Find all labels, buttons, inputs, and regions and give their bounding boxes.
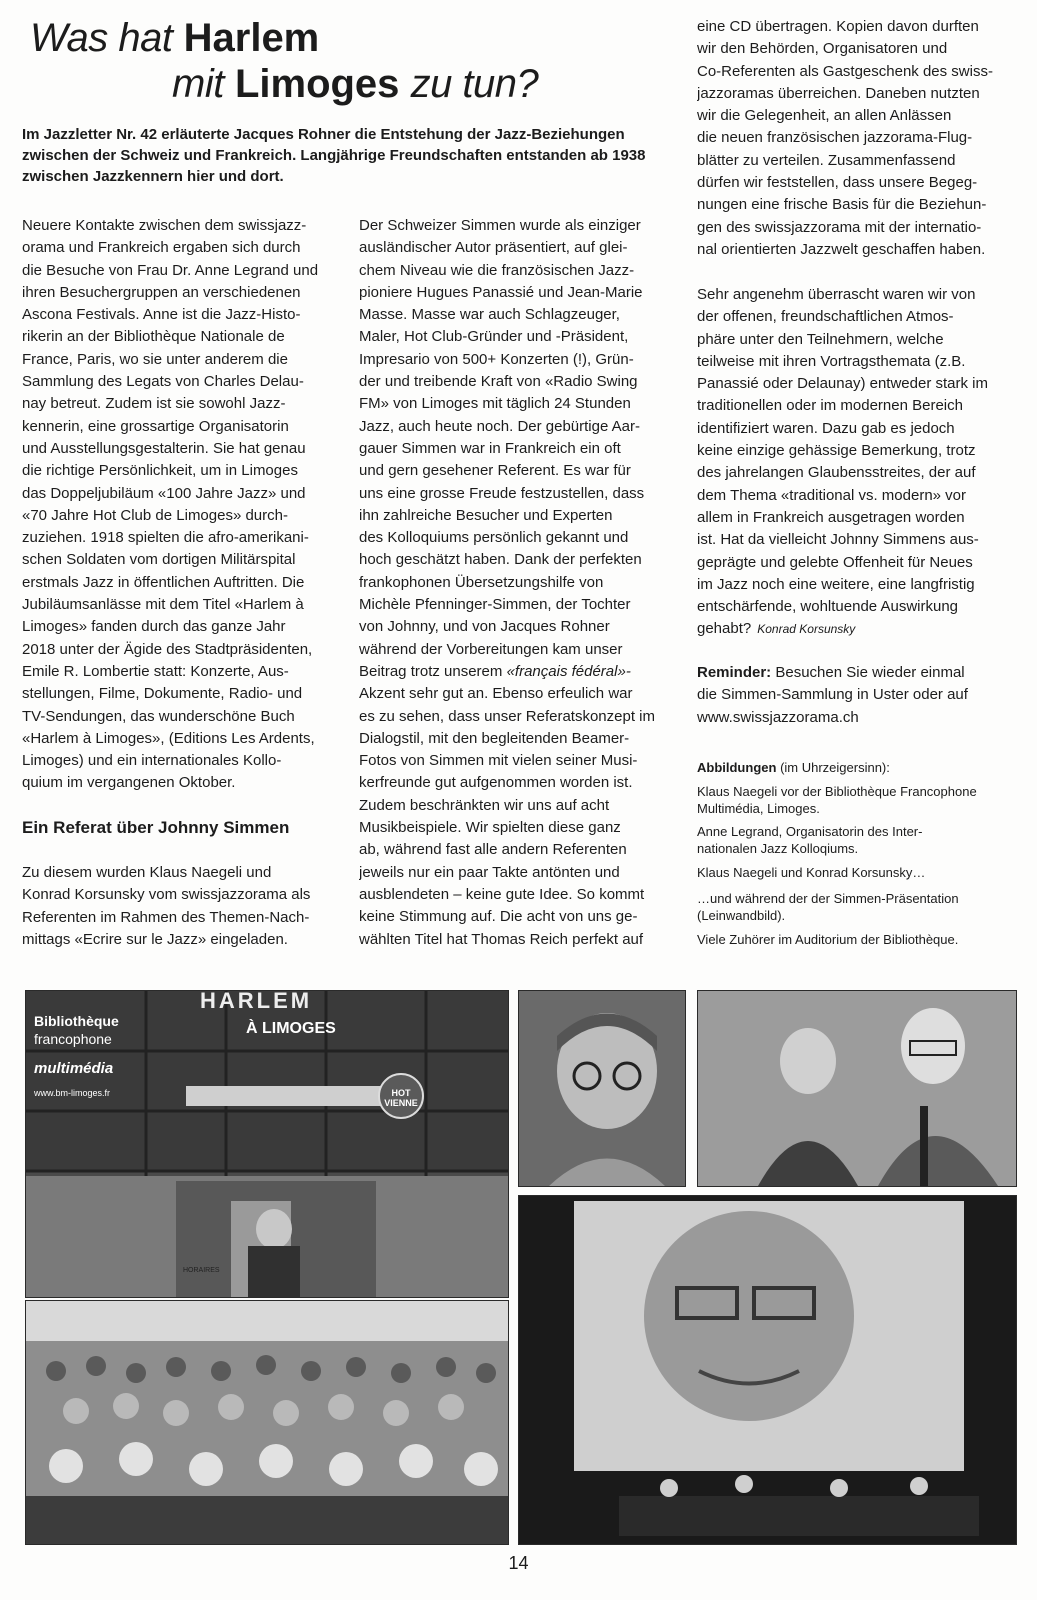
text-line: ausblendeten – keine gute Idee. So kommt (359, 885, 645, 903)
text-line: geprägte und gelebte Offenheit für Neues (697, 553, 973, 571)
reminder-label: Reminder: (697, 664, 772, 681)
text-fragment: Beitrag trotz unserem (359, 662, 503, 680)
text-line: ab, während fast alle andern Referenten (359, 841, 627, 859)
captions-label: Abbildungen (697, 760, 777, 775)
reminder-text: Besuchen Sie wieder einmal (775, 664, 965, 681)
text-line: eine CD übertragen. Kopien davon durften (697, 18, 979, 35)
title-bold-1: Harlem (183, 16, 320, 60)
captions-heading (697, 758, 890, 777)
text-line: frankophonen Übersetzungshilfe von (359, 573, 604, 591)
text-line: ist. Hat da vielleicht Johnny Simmens aus- (697, 531, 979, 549)
text-line: mittags «Ecrire sur le Jazz» eingeladen. (22, 930, 288, 948)
text-line: jazzoramas überreichen. Daneben nutzten (697, 84, 980, 102)
photo-graphic (519, 991, 685, 1186)
photo-anne-legrand (518, 990, 686, 1187)
column-3 (697, 16, 1015, 261)
caption-2 (697, 823, 922, 857)
text-line: kerfreunde gut aufgenommen worden ist. (359, 774, 633, 792)
title-bold-2: Limoges (234, 62, 400, 106)
text-line: kennerin, eine grossartige Organisatorin (22, 417, 289, 435)
text-line: die neuen französischen jazzorama-Flug- (697, 129, 973, 147)
text-line: die Besuche von Frau Dr. Anne Legrand und (22, 261, 319, 279)
text-line: phäre unter den Teilnehmern, welche (697, 330, 944, 348)
caption-line: Anne Legrand, Organisatorin des Inter- (697, 824, 923, 839)
text-line: dem Thema «traditional vs. modern» vor (697, 486, 967, 504)
caption-1 (697, 783, 977, 817)
text-line: wir den Behörden, Organisatoren und (697, 40, 948, 58)
text-line: France, Paris, wo sie unter anderem die (22, 350, 288, 368)
text-line (359, 661, 679, 683)
text-line: Dialogstil, mit den begleitenden Beamer- (359, 729, 630, 747)
photo-naegeli-korsunsky (697, 990, 1017, 1187)
text-line: Masse. Masse war auch Schlagzeuger, (359, 306, 620, 324)
text-line: des Kolloquiums persönlich gekannt und (359, 529, 629, 547)
text-line: wählten Titel hat Thomas Reich perfekt auf (359, 930, 644, 948)
banner-top: HARLEM (200, 988, 313, 1013)
text-line: Sehr angenehm überrascht waren wir von (697, 286, 976, 303)
text-line: während der Vorbereitungen kam unser (359, 640, 623, 658)
text-line: Jazz, auch heute noch. Der gebürtige Aar- (359, 417, 641, 435)
text-line: identifiziert waren. Dazu gab es jedoch (697, 419, 955, 437)
text-line: nay betreut. Zudem ist sie sowohl Jazz- (22, 395, 286, 413)
photo-simmen-presentation (518, 1195, 1017, 1545)
caption-line: Klaus Naegeli und Konrad Korsunsky… (697, 865, 926, 880)
text-line (697, 618, 988, 640)
text-line: es zu sehen, dass unser Referatskonzept im (359, 707, 655, 725)
text-line: ihn zahlreiche Besucher und Experten (359, 506, 613, 524)
text-line: quium im vergangenen Oktober. (22, 774, 236, 792)
caption-line: Viele Zuhörer im Auditorium der Bibliothèque. (697, 932, 959, 947)
text-line: orama und Frankreich ergaben sich durch (22, 239, 301, 257)
text-line: Jubiläumsanlässe mit dem Titel «Harlem à (22, 596, 304, 614)
text-line: Zu diesem wurden Klaus Naegeli und (22, 864, 272, 881)
text-line: und Ausstellungsgestalterin. Sie hat genau (22, 439, 306, 457)
text-line (697, 662, 968, 684)
hot-vienne-logo: HOT VIENNE (384, 1088, 418, 1108)
text-line: der offenen, freundschaftlichen Atmos- (697, 308, 954, 326)
text-line: Michèle Pfenninger-Simmen, der Tochter (359, 596, 631, 614)
text-line: Referenten im Rahmen des Themen-Nach- (22, 908, 310, 926)
caption-5 (697, 931, 958, 948)
text-line: die Simmen-Sammlung in Uster oder auf (697, 686, 968, 704)
column-1-part-2 (22, 862, 310, 951)
captions-note: (im Uhrzeigersinn): (780, 760, 890, 775)
text-line: Limoges) und ein internationales Kollo- (22, 752, 282, 770)
text-line: von Johnny, und von Jacques Rohner (359, 618, 610, 636)
text-line: ausländischer Autor präsentiert, auf glei- (359, 239, 628, 257)
title-light-2: mit (172, 62, 224, 106)
text-fragment: gehabt? (697, 620, 752, 638)
text-line: nal orientierten Jazzwelt geschaffen haben. (697, 240, 986, 258)
text-line: Emile R. Lombertie statt: Konzerte, Aus- (22, 662, 289, 680)
author-signature: Konrad Korsunsky (757, 622, 856, 637)
text-line: gen des swissjazzorama mit der internatio- (697, 218, 982, 236)
text-line: Sammlung des Legats von Charles Delau- (22, 373, 304, 391)
col1-paragraph (22, 215, 342, 795)
sign-url: www.bm-limoges.fr (34, 1088, 111, 1098)
text-line: pioniere Hugues Panassié und Jean-Marie (359, 283, 643, 301)
text-line: Ascona Festivals. Anne ist die Jazz-Histo- (22, 306, 301, 324)
photo-auditorium-audience (25, 1300, 509, 1545)
text-line: des jahrelangen Glaubensstreites, der auf (697, 464, 976, 482)
text-line: Co-Referenten als Gastgeschenk des swiss- (697, 62, 993, 80)
caption-line: …und während der der Simmen-Präsentation (697, 891, 959, 906)
caption-3 (697, 864, 925, 881)
text-line: «Harlem à Limoges», (Editions Les Ardents, (22, 729, 315, 747)
text-line: der und treibende Kraft von «Radio Swing (359, 373, 638, 391)
text-line: ihren Besuchergruppen an verschiedenen (22, 283, 301, 301)
column-3-part-2 (697, 284, 988, 641)
text-line: rikerin an der Bibliothèque Nationale de (22, 328, 285, 346)
caption-line: nationalen Jazz Kolloqiums. (697, 841, 859, 856)
text-line: chem Niveau wie die französischen Jazz- (359, 261, 635, 279)
text-line: blätter zu verteilen. Zusammenfassend (697, 151, 956, 169)
text-line: Akzent sehr gut an. Ebenso erfeulich war (359, 685, 633, 703)
reminder-link[interactable]: www.swissjazzorama.ch (697, 708, 859, 726)
text-line: «70 Jahre Hot Club de Limoges» durch- (22, 506, 288, 524)
sign-line-2: francophone (34, 1031, 112, 1047)
text-line: die richtige Persönlichkeit, um in Limoges (22, 462, 298, 480)
text-line: schen Soldaten vom dortigen Militärspital (22, 551, 296, 569)
photo-graphic (26, 1301, 508, 1544)
text-line: keine Stimmung auf. Die acht von uns ge- (359, 908, 638, 926)
text-line: uns eine grosse Freude festzustellen, dass (359, 484, 645, 502)
text-line: teilweise mit ihren Vortragsthemata (z.B. (697, 352, 966, 370)
text-line: entschärfende, wohltuende Auswirkung (697, 598, 959, 616)
text-line: das Doppeljubiläum «100 Jahre Jazz» und (22, 484, 306, 502)
caption-line: (Leinwandbild). (697, 908, 786, 923)
text-line: nungen eine frische Basis für die Beziehun- (697, 196, 987, 214)
banner-text: À LIMOGES (246, 1020, 336, 1037)
text-line: Fotos von Simmen mit vielen seiner Musi- (359, 752, 638, 770)
text-line: Limoges» fanden durch das ganze Jahr (22, 618, 286, 636)
caption-line: Multimédia, Limoges. (697, 801, 820, 816)
text-line: Maler, Hot Club-Gründer und -Präsident, (359, 328, 629, 346)
text-line: 2018 unter der Ägide des Stadtpräsidenten, (22, 640, 313, 658)
text-line: hoch geschätzt haben. Dank der perfekten (359, 551, 642, 569)
text-line: Konrad Korsunsky vom swissjazzorama als (22, 886, 311, 904)
text-line: traditionellen oder im modernen Bereich (697, 397, 963, 415)
title-tail: zu tun? (410, 62, 539, 106)
text-line: stellungen, Filme, Dokumente, Radio- und (22, 685, 303, 703)
sign-line-1: Bibliothèque (34, 1013, 119, 1029)
photo-graphic (698, 991, 1016, 1186)
subheading: Ein Referat über Johnny Simmen (22, 818, 290, 837)
text-line: FM» von Limoges mit täglich 24 Stunden (359, 395, 631, 413)
page-number: 14 (508, 1553, 529, 1573)
text-line: dürfen wir feststellen, dass unsere Begeg- (697, 174, 978, 192)
text-line: Zudem beschränkten wir uns auf acht (359, 796, 610, 814)
text-line: Musikbeispiele. Wir spielten diese ganz (359, 819, 621, 837)
text-line: Impresario von 500+ Konzerten (!), Grün- (359, 350, 634, 368)
text-line: keine einzige gehässige Bemerkung, trotz (697, 442, 976, 460)
title-light-1: Was hat (30, 16, 173, 60)
text-line: und gern gesehener Referent. Es war für (359, 462, 631, 480)
photo-graphic (519, 1196, 1016, 1544)
text-line: TV-Sendungen, das wunderschöne Buch (22, 707, 295, 725)
text-line: Panassié oder Delaunay) entweder stark im (697, 375, 988, 393)
column-2 (359, 215, 679, 951)
reminder (697, 662, 968, 729)
column-1 (22, 215, 342, 795)
text-line: zuziehen. 1918 spielten die afro-amerikani- (22, 529, 309, 547)
article-lead: Im Jazzletter Nr. 42 erläuterte Jacques Rohner die Entstehung der Jazz-Beziehungen zwischen der Schweiz und Frankreich. Langjährige Freundschaften entstanden ab 1938 zwischen Jazzkennern hier und dort. (22, 126, 646, 185)
door-sign: HORAIRES (183, 1267, 220, 1274)
caption-line: Klaus Naegeli vor der Bibliothèque Francophone (697, 784, 977, 799)
sign-line-3: multimédia (34, 1060, 114, 1077)
text-line: Neuere Kontakte zwischen dem swissjazz- (22, 217, 307, 234)
text-line: Der Schweizer Simmen wurde als einziger (359, 217, 641, 234)
article-title (22, 14, 582, 114)
text-line: wir die Gelegenheit, an allen Anlässen (697, 107, 952, 125)
text-line: erstmals Jazz in öffentlichen Auftritten. Die (22, 573, 305, 591)
text-line: jeweils nur ein paar Takte antönten und (359, 863, 620, 881)
italic-phrase: «français fédéral»- (506, 662, 631, 680)
text-line: gauer Simmen war in Frankreich ein oft (359, 439, 621, 457)
text-line: im Jazz noch eine weitere, eine langfristig (697, 575, 975, 593)
text-line: allem in Frankreich ausgetragen worden (697, 508, 965, 526)
caption-4 (697, 890, 959, 924)
